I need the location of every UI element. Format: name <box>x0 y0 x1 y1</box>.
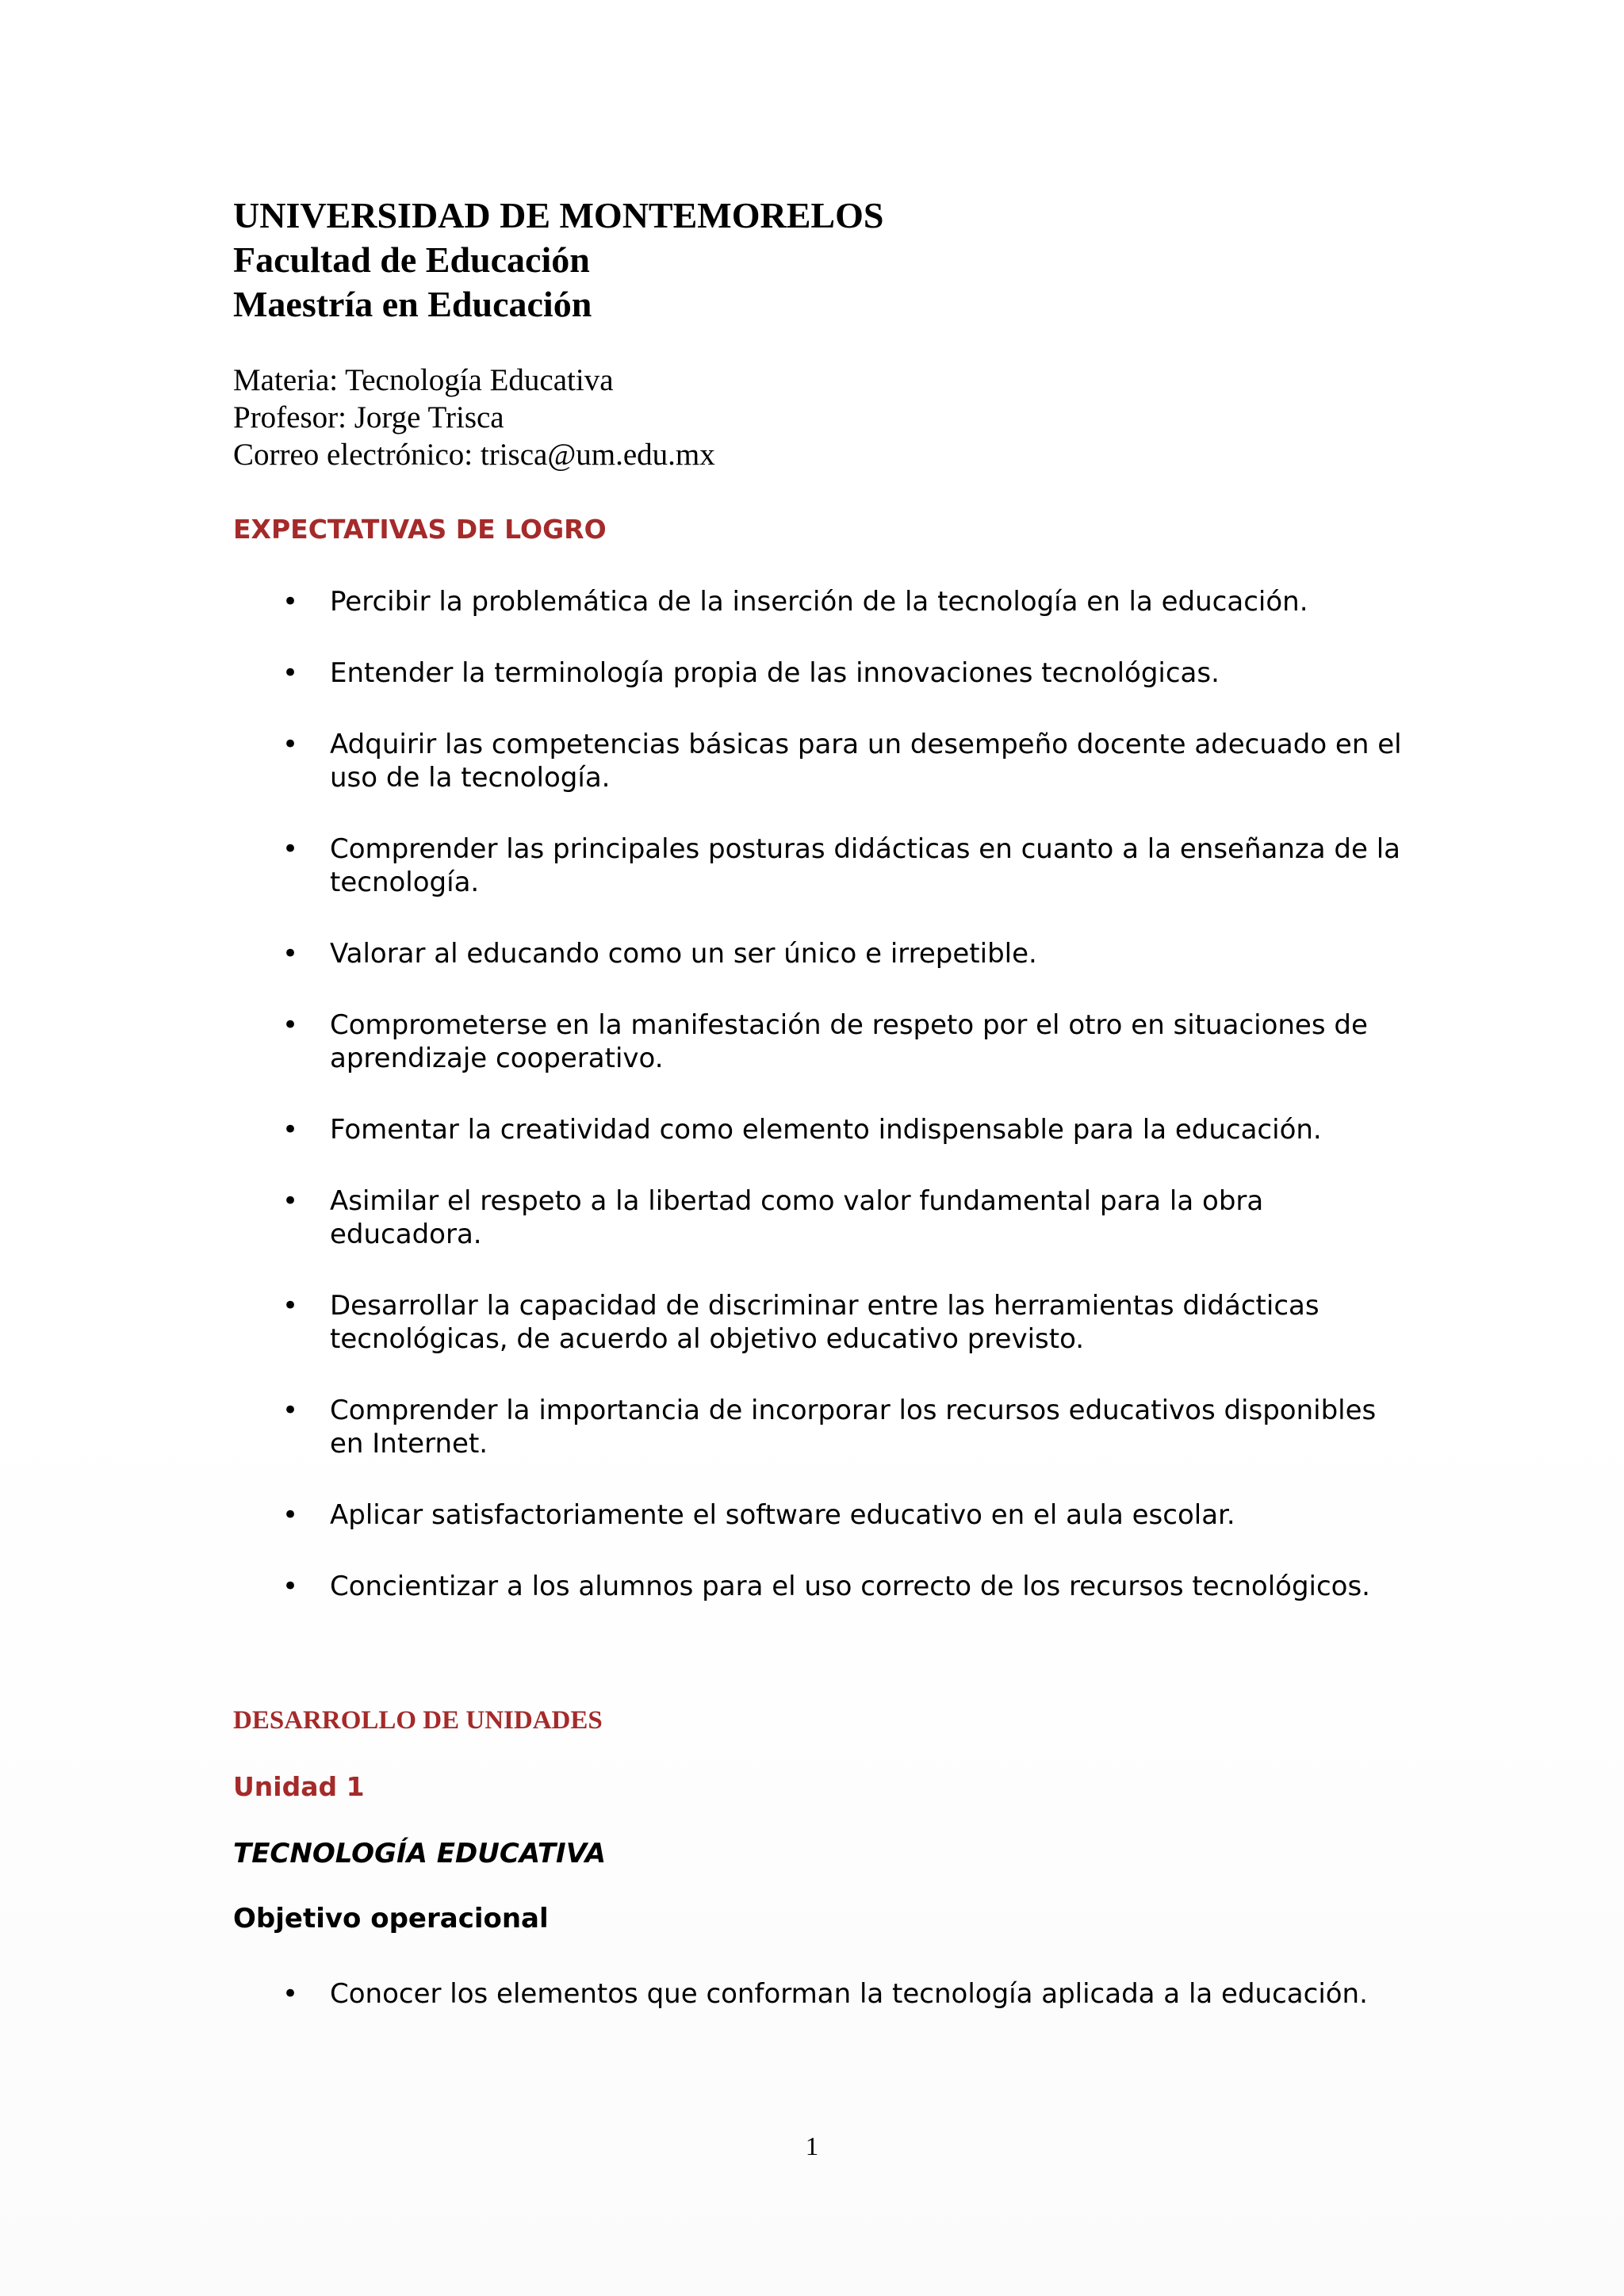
list-item-text: Entender la terminología propia de las innovaciones tecnológicas. <box>330 657 1220 689</box>
expectativas-list <box>233 585 1407 1641</box>
program-name: Maestría en Educación <box>233 284 592 324</box>
list-item <box>233 1570 1407 1603</box>
bullet-icon: • <box>282 1499 299 1531</box>
unit-heading: Unidad 1 <box>233 1771 365 1802</box>
list-item <box>233 1008 1407 1075</box>
bullet-icon: • <box>282 1395 299 1426</box>
list-item <box>233 728 1407 794</box>
list-item <box>233 1394 1407 1460</box>
list-item-text: Concientizar a los alumnos para el uso correcto de los recursos tecnológicos. <box>330 1571 1370 1602</box>
course-email: Correo electrónico: trisca@um.edu.mx <box>233 438 715 472</box>
list-item-text: Desarrollar la capacidad de discriminar entre las herramientas didácticas tecnológicas, de acuerdo al objetivo educativo previsto. <box>330 1290 1320 1355</box>
list-item-text: Asimilar el respeto a la libertad como valor fundamental para la obra educadora. <box>330 1185 1264 1250</box>
unit-title: TECNOLOGÍA EDUCATIVA <box>233 1838 607 1869</box>
list-item <box>233 585 1407 618</box>
list-item <box>233 1289 1407 1356</box>
bullet-icon: • <box>282 1185 299 1217</box>
list-item-text: Valorar al educando como un ser único e irrepetible. <box>330 938 1037 970</box>
list-item <box>233 656 1407 690</box>
list-item <box>233 1184 1407 1251</box>
bullet-icon: • <box>282 833 299 865</box>
course-subject: Materia: Tecnología Educativa <box>233 363 614 397</box>
list-item-text: Adquirir las competencias básicas para un desempeño docente adecuado en el uso de la tecnología. <box>330 729 1402 794</box>
bullet-icon: • <box>282 657 299 689</box>
list-item-text: Aplicar satisfactoriamente el software educativo en el aula escolar. <box>330 1499 1235 1531</box>
course-meta <box>233 362 715 473</box>
desarrollo-title: DESARROLLO DE UNIDADES <box>233 1706 603 1735</box>
list-item <box>233 1113 1407 1146</box>
list-item-text: Fomentar la creatividad como elemento indispensable para la educación. <box>330 1114 1322 1146</box>
bullet-icon: • <box>282 1114 299 1146</box>
bullet-icon: • <box>282 729 299 760</box>
expectativas-title: EXPECTATIVAS DE LOGRO <box>233 514 607 545</box>
bullet-icon: • <box>282 1290 299 1322</box>
list-item-text: Comprender la importancia de incorporar los recursos educativos disponibles en Internet. <box>330 1395 1377 1460</box>
faculty-name: Facultad de Educación <box>233 239 590 280</box>
bullet-icon: • <box>282 1571 299 1602</box>
list-item <box>233 937 1407 970</box>
bullet-icon: • <box>282 938 299 970</box>
objective-label: Objetivo operacional <box>233 1903 549 1934</box>
list-item <box>233 1498 1407 1532</box>
university-name: UNIVERSIDAD DE MONTEMORELOS <box>233 195 884 235</box>
list-item <box>233 832 1407 899</box>
list-item-text: Comprender las principales posturas didácticas en cuanto a la enseñanza de la tecnología. <box>330 833 1400 898</box>
list-item-text: Percibir la problemática de la inserción de la tecnología en la educación. <box>330 586 1308 618</box>
page-number: 1 <box>805 2133 819 2161</box>
bullet-icon: • <box>282 1009 299 1041</box>
list-item-text: Comprometerse en la manifestación de respeto por el otro en situaciones de aprendizaje cooperativo. <box>330 1009 1368 1074</box>
bullet-icon: • <box>282 586 299 618</box>
bullet-icon: • <box>282 1978 299 2010</box>
objective-item-text: Conocer los elementos que conforman la tecnología aplicada a la educación. <box>330 1978 1368 2010</box>
course-professor: Profesor: Jorge Trisca <box>233 400 504 434</box>
document-header <box>233 193 883 327</box>
objective-item <box>233 1977 1407 2011</box>
